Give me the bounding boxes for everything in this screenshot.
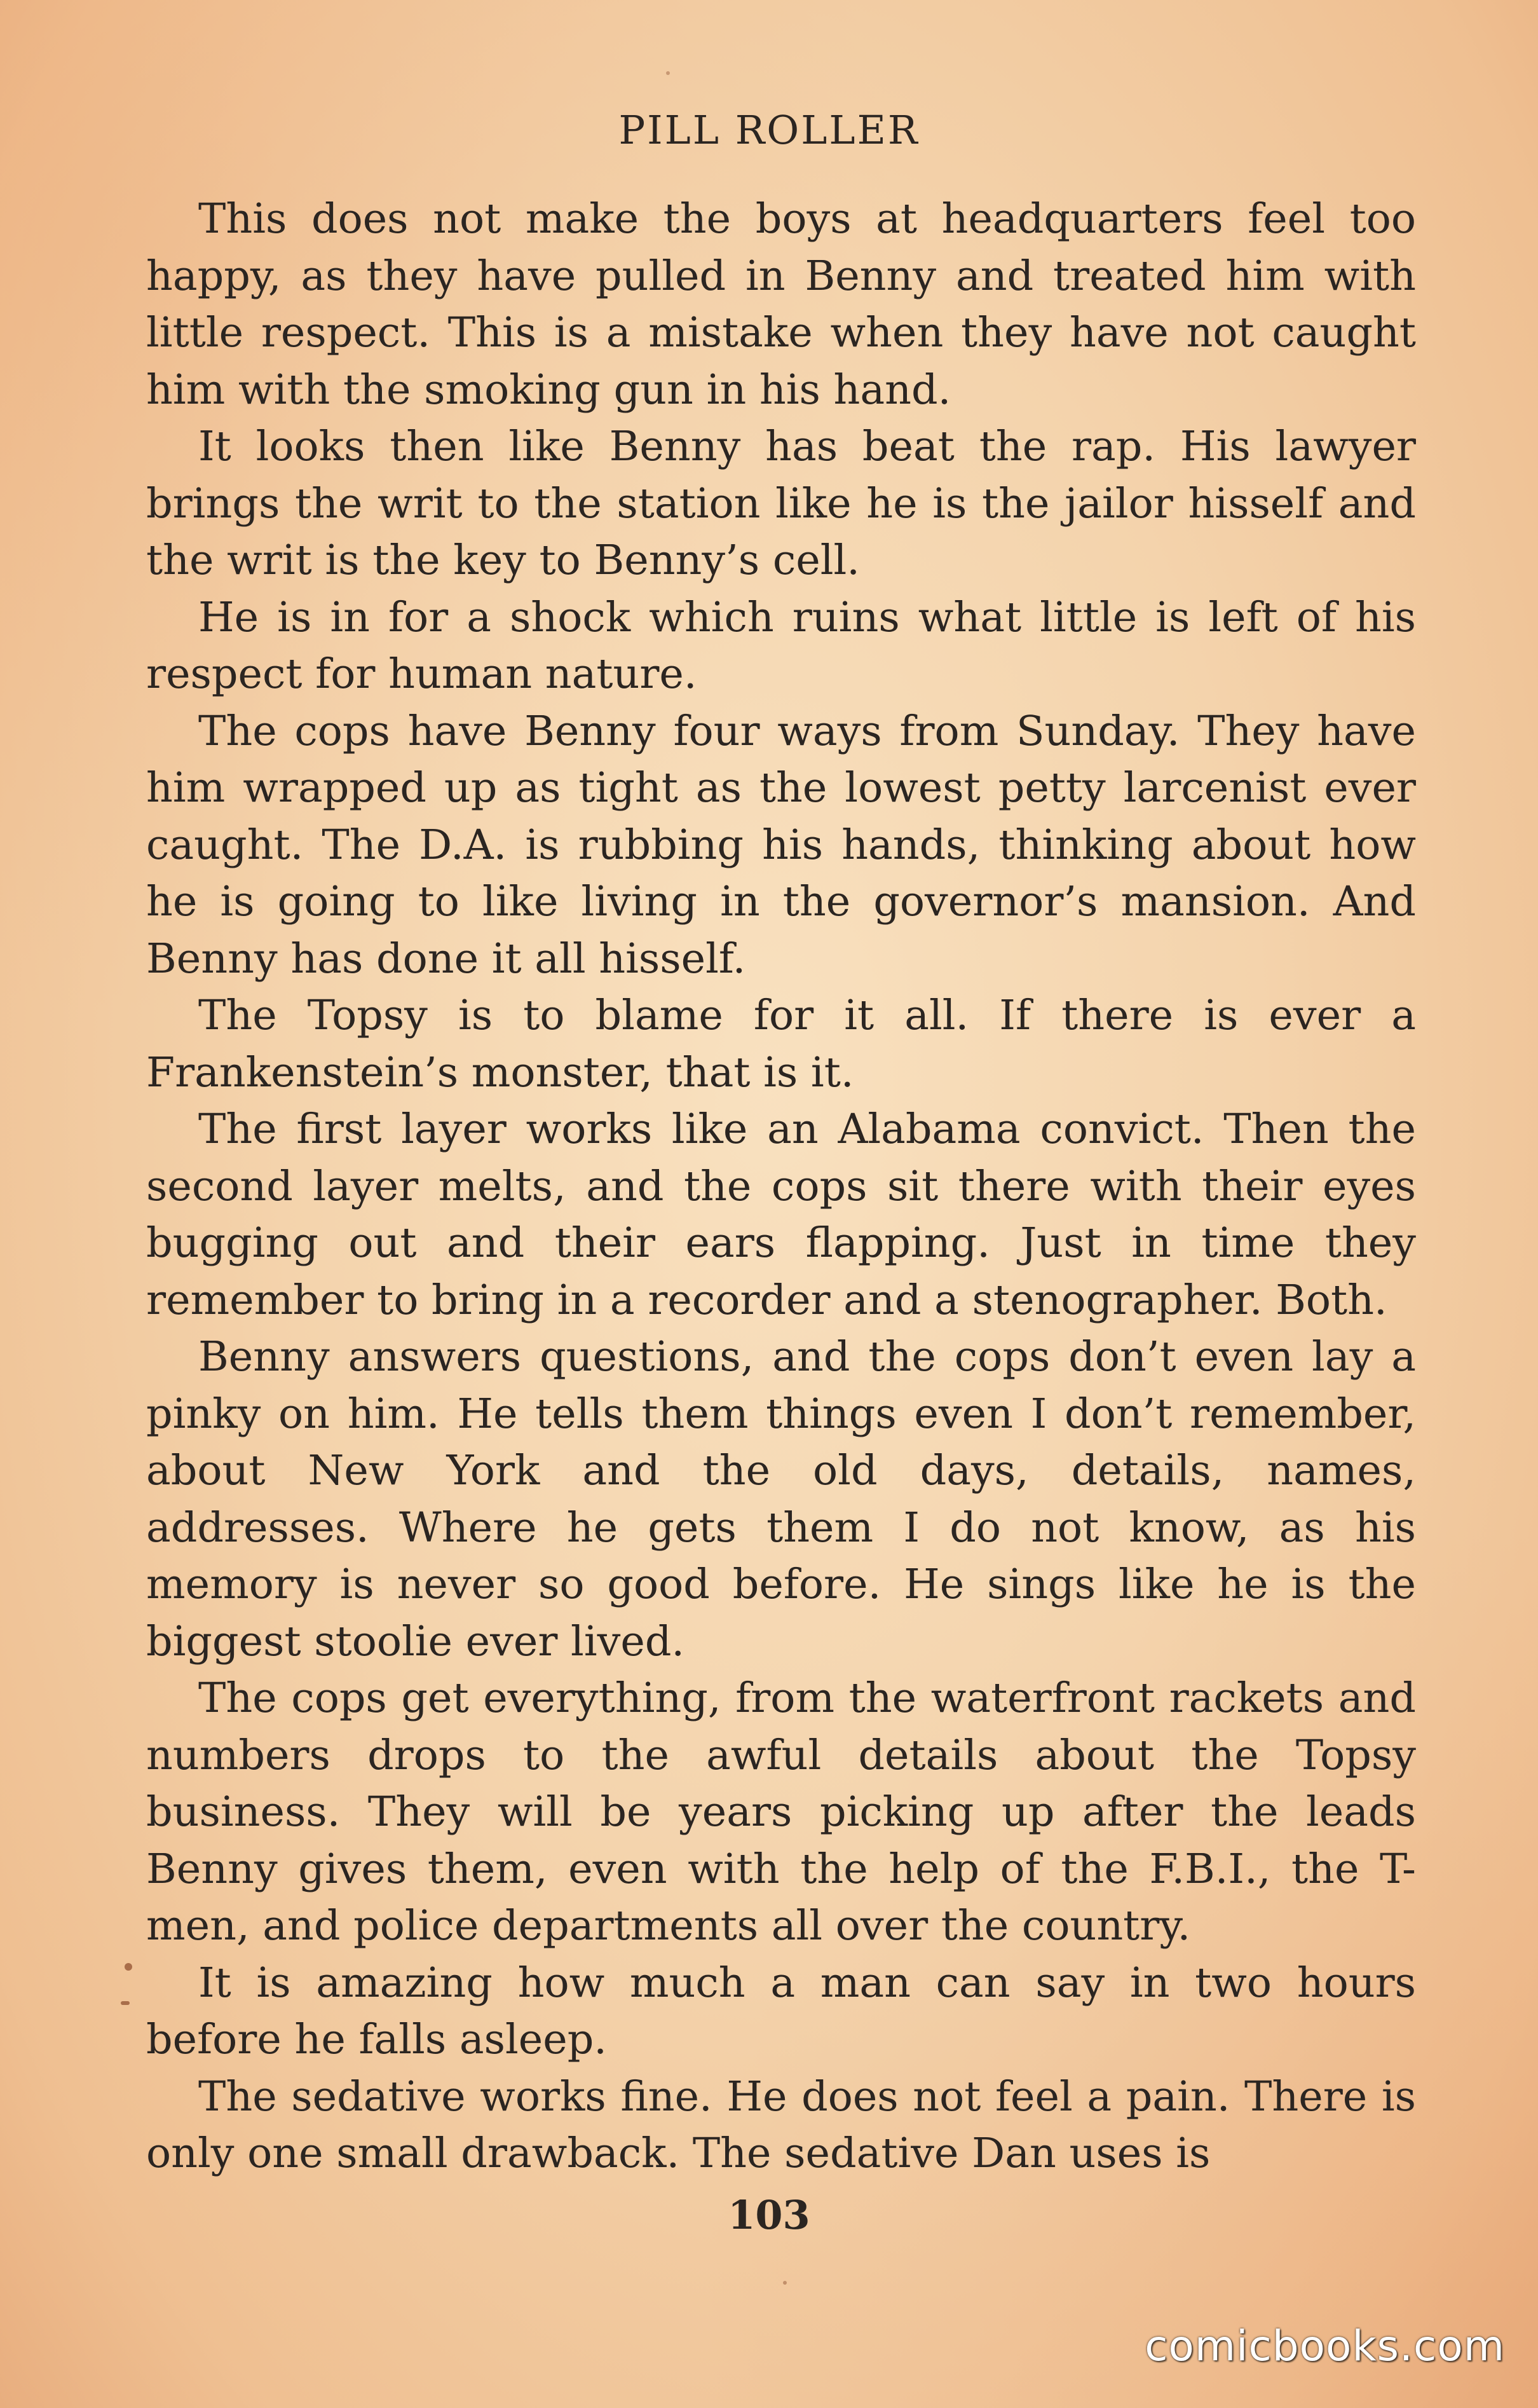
body-text xyxy=(146,191,1416,2182)
paragraph-8: The cops get everything, from the waterfront rackets and numbers drops to the awful details about the Topsy business. They will be years picking up after the leads Benny gives them, even with the help of the F.B.I., the T-men, and police departments all over the country. xyxy=(146,1674,1416,1950)
running-head: PILL ROLLER xyxy=(618,107,920,153)
paragraph-4: The cops have Benny four ways from Sunday. They have him wrapped up as tight as the lowest petty larcenist ever caught. The D.A. is rubbing his hands, thinking about how he is going to like living in the governor’s mansion. And Benny has done it all hisself. xyxy=(146,707,1416,983)
paragraph-5: The Topsy is to blame for it all. If there is ever a Frankenstein’s monster, that is it. xyxy=(146,992,1416,1097)
page-number: 103 xyxy=(728,2192,810,2238)
paragraph-2: It looks then like Benny has beat the rap. His lawyer brings the writ to the station like he is the jailor hisself and the writ is the key to Benny’s cell. xyxy=(146,423,1416,584)
paper-speck xyxy=(783,2281,787,2285)
paper-speck xyxy=(125,1963,132,1971)
paragraph-7: Benny answers questions, and the cops don’t even lay a pinky on him. He tells them things even I don’t remember, about New York and the old days, details, names, addresses. Where he gets them I do not know, as his memory is never so good before. He sings like he is the biggest stoolie ever lived. xyxy=(146,1333,1416,1666)
paragraph-1: This does not make the boys at headquarters feel too happy, as they have pulled in Benny and treated him with little respect. This is a mistake when they have not caught him with the smoking gun in his hand. xyxy=(146,195,1416,414)
paragraph-10: The sedative works fine. He does not feel a pain. There is only one small drawback. The sedative Dan uses is xyxy=(146,2072,1416,2177)
paragraph-3: He is in for a shock which ruins what little is left of his respect for human nature. xyxy=(146,593,1416,698)
watermark: comicbooks.com xyxy=(1145,2322,1505,2370)
paper-speck xyxy=(121,2001,130,2005)
paper-speck xyxy=(666,71,670,75)
paragraph-6: The first layer works like an Alabama convict. Then the second layer melts, and the cops sit there with their eyes bugging out and their ears flapping. Just in time they remember to bring in a recorder and a stenographer. Both. xyxy=(146,1105,1416,1324)
paragraph-9: It is amazing how much a man can say in two hours before he falls asleep. xyxy=(146,1959,1416,2063)
